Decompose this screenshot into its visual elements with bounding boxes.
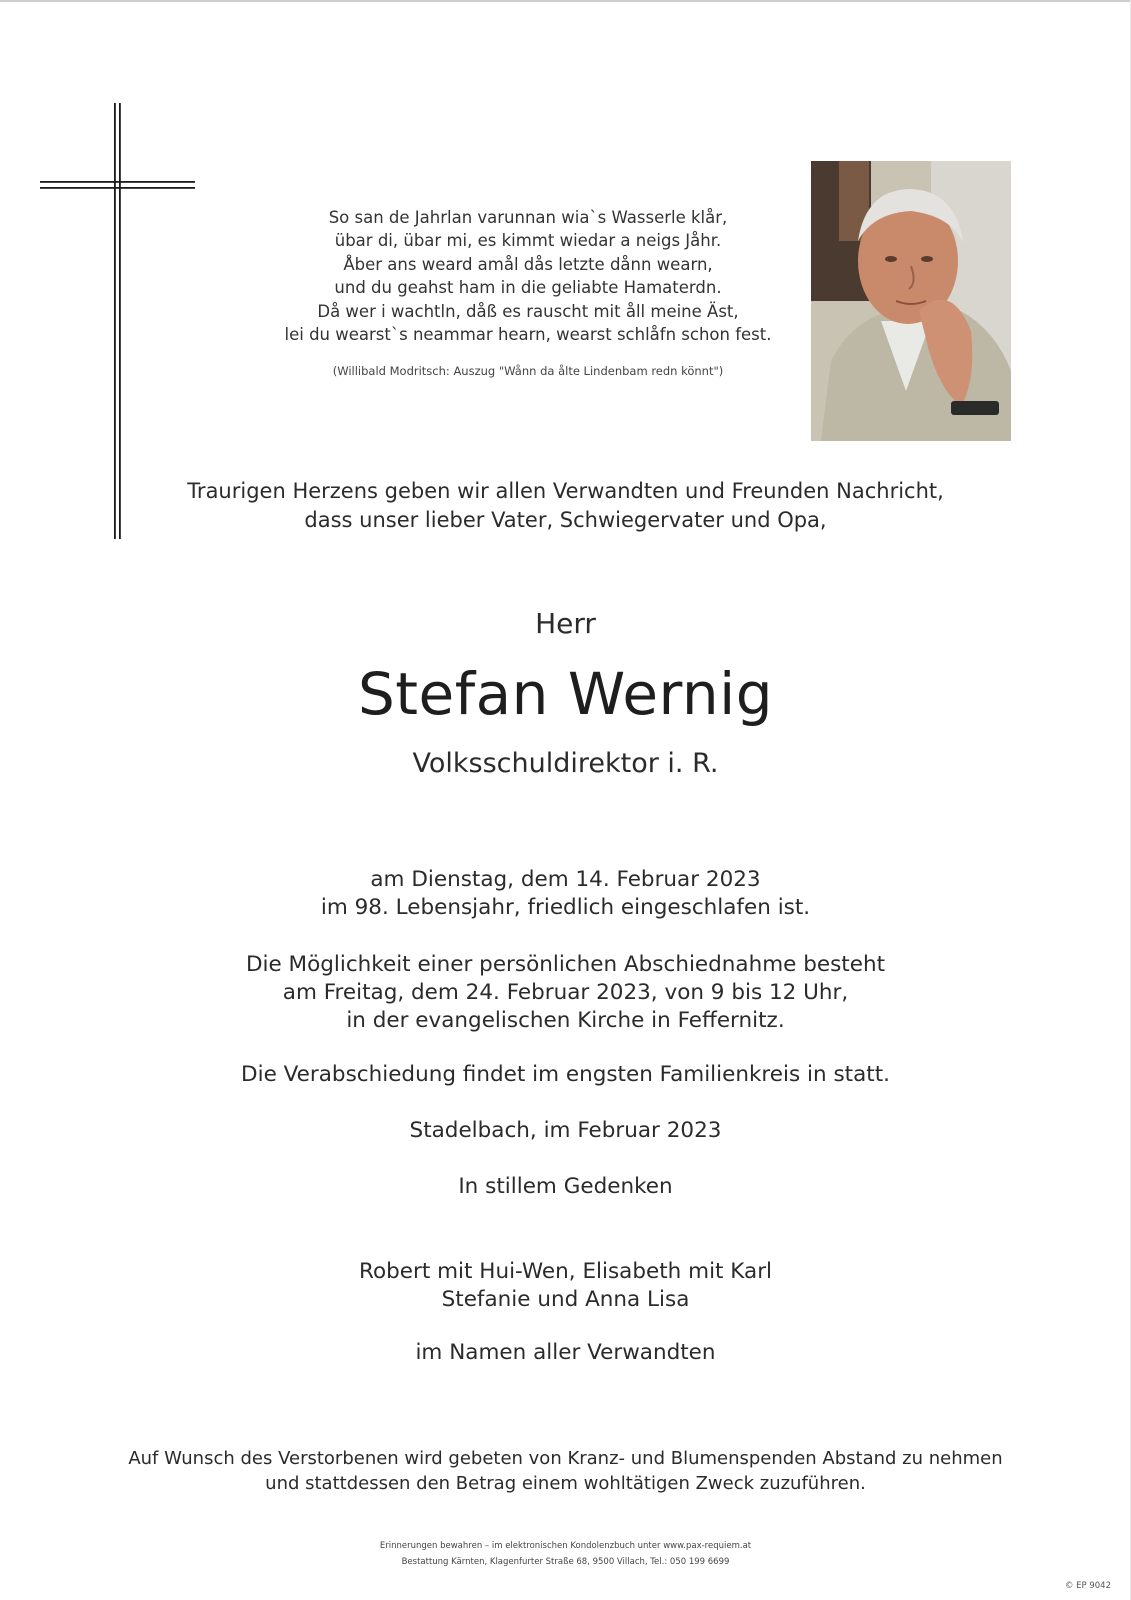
announcement-line: Traurigen Herzens geben wir allen Verwandten und Freunden Nachricht, <box>187 479 944 503</box>
poem-line: Då wer i wachtln, dåß es rauscht mit åll meine Äst, <box>317 301 739 321</box>
footer-condolence-link: Erinnerungen bewahren – im elektronischen Kondolenzbuch unter www.pax-requiem.at <box>379 1541 752 1551</box>
poem-line: So san de Jahrlan varunnan wia`s Wasserle klår, <box>328 208 728 227</box>
poem-line: und du geahst ham in die geliabte Hamaterdn. <box>334 278 722 298</box>
document-code: © EP 9042 <box>1064 1581 1111 1591</box>
announcement <box>0 477 1131 535</box>
family-line: Stefanie und Anna Lisa <box>441 1287 690 1312</box>
poem-line: lei du wearst`s neammar hearn, wearst schlåfn schon fest. <box>284 325 772 345</box>
poem-citation: (Willibald Modritsch: Auszug "Wånn da ålte Lindenbam redn könnt") <box>332 364 724 378</box>
poem-line: Åber ans weard amål dås letzte dånn wearn, <box>343 254 713 274</box>
viewing-line: Die Möglichkeit einer persönlichen Abschiednahme besteht <box>245 952 886 977</box>
farewell-notice: Die Verabschiedung findet im engsten Familienkreis in statt. <box>241 1062 890 1087</box>
place-date: Stadelbach, im Februar 2023 <box>409 1118 722 1143</box>
deceased-title: Volksschuldirektor i. R. <box>412 748 719 779</box>
wish-line: Auf Wunsch des Verstorbenen wird gebeten von Kranz- und Blumenspenden Abstand zu nehmen <box>128 1448 1003 1469</box>
family-line: Robert mit Hui-Wen, Elisabeth mit Karl <box>358 1259 773 1284</box>
announcement-line: dass unser lieber Vater, Schwiegervater und Opa, <box>304 508 827 532</box>
death-line: am Dienstag, dem 14. Februar 2023 <box>370 867 761 892</box>
top-edge-line <box>0 0 1131 2</box>
death-line: im 98. Lebensjahr, friedlich eingeschlafen ist. <box>320 895 811 920</box>
portrait-photo <box>811 161 1011 441</box>
viewing-notice <box>0 951 1131 1035</box>
family-names <box>0 1258 1131 1314</box>
cross-icon <box>40 103 195 539</box>
viewing-line: am Freitag, dem 24. Februar 2023, von 9 bis 12 Uhr, <box>282 980 849 1005</box>
footer-funeral-home: Bestattung Kärnten, Klagenfurter Straße 68, 9500 Villach, Tel.: 050 199 6699 <box>401 1557 730 1567</box>
relatives-text: im Namen aller Verwandten <box>415 1340 716 1365</box>
death-notice <box>0 866 1131 922</box>
salutation: Herr <box>535 607 596 640</box>
poem-line: übar di, übar mi, es kimmt wiedar a neigs Jåhr. <box>334 231 722 251</box>
in-memory-text: In stillem Gedenken <box>458 1174 673 1199</box>
deceased-name: Stefan Wernig <box>357 660 774 728</box>
viewing-line: in der evangelischen Kirche in Feffernitz. <box>346 1008 785 1033</box>
donation-wish <box>0 1447 1131 1496</box>
wish-line: und stattdessen den Betrag einem wohltätigen Zweck zuzuführen. <box>265 1472 866 1494</box>
